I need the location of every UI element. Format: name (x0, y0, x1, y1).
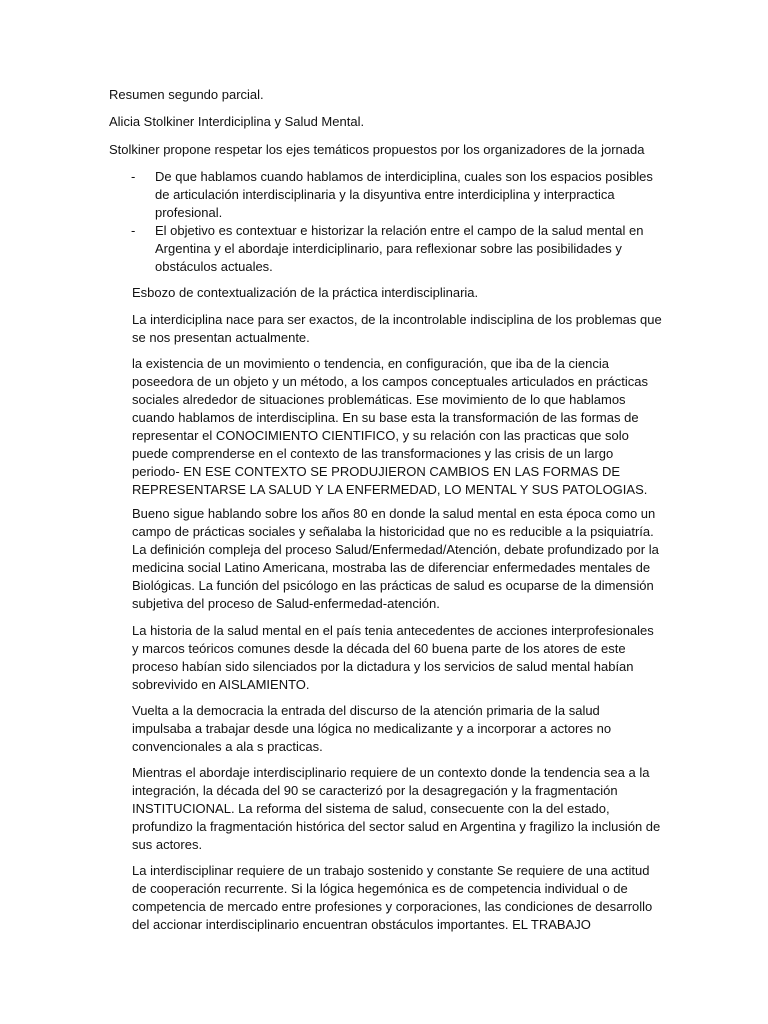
bullet-item (109, 168, 669, 222)
bullet-text: De que hablamos cuando hablamos de interdiciplina, cuales son los espacios posibles de articulación interdisciplinaria y la disyuntiva entre interdiciplina y interpractica profesional. (155, 169, 653, 220)
paragraph: la existencia de un movimiento o tendencia, en configuración, que iba de la ciencia poseedora de un objeto y un método, a los campos conceptuales articulados en prácticas sociales alrededor de situaciones problemáticas. Ese movimiento de lo que hablamos cuando hablamos de interdisciplina. En su base esta la transformación de las formas de representar el CONOCIMIENTO CIENTIFICO, y su relación con las practicas que solo puede comprenderse en el contexto de las transformaciones y las crisis de un largo periodo- EN ESE CONTEXTO SE PRODUJIERON CAMBIOS EN LAS FORMAS DE REPRESENTARSE LA SALUD Y LA ENFERMEDAD, LO MENTAL Y SUS PATOLOGIAS. (132, 356, 648, 497)
paragraph: La historia de la salud mental en el país tenia antecedentes de acciones interprofesionales y marcos teóricos comunes desde la década del 60 buena parte de los atores de este proceso habían sido silenciados por la dictadura y los servicios de salud mental habían sobrevivido en AISLAMIENTO. (132, 623, 654, 692)
bullet-dash: - (131, 169, 136, 184)
bullet-dash: - (131, 223, 136, 238)
document-title: Resumen segundo parcial. (109, 87, 264, 102)
author-line: Alicia Stolkiner Interdiciplina y Salud Mental. (109, 114, 365, 129)
section-heading: Esbozo de contextualización de la práctica interdisciplinaria. (132, 285, 479, 300)
paragraph: Vuelta a la democracia la entrada del discurso de la atención primaria de la salud impulsaba a trabajar desde una lógica no medicalizante y a incorporar a actores no convencionales a ala s practicas. (132, 703, 612, 754)
paragraph: La interdiciplina nace para ser exactos, de la incontrolable indisciplina de los problemas que se nos presentan actualmente. (132, 312, 662, 345)
paragraph: La interdisciplinar requiere de un trabajo sostenido y constante Se requiere de una actitud de cooperación recurrente. Si la lógica hegemónica es de competencia individual o de competencia de mercado entre profesiones y corporaciones, las condiciones de desarrollo del accionar interdisciplinario encuentran obstáculos importantes. EL TRABAJO (132, 863, 653, 932)
paragraph: Bueno sigue hablando sobre los años 80 en donde la salud mental en esta época como un campo de prácticas sociales y señalaba la historicidad que no es reducible a la psiquiatría. La definición compleja del proceso Salud/Enfermedad/Atención, debate profundizado por la medicina social Latino Americana, mostraba las de diferenciar enfermedades mentales de Biológicas. La función del psicólogo en las prácticas de salud es ocuparse de la dimensión subjetiva del proceso de Salud-enfermedad-atención. (132, 506, 659, 611)
bullet-list (109, 168, 669, 276)
bullet-item (109, 222, 669, 276)
paragraph: Mientras el abordaje interdisciplinario requiere de un contexto donde la tendencia sea a la integración, la década del 90 se caracterizó por la desagregación y la fragmentación INSTITUCIONAL. La reforma del sistema de salud, consecuente con la del estado, profundizo la fragmentación histórica del sector salud en Argentina y fragilizo la inclusión de sus actores. (132, 765, 661, 852)
bullet-text: El objetivo es contextuar e historizar la relación entre el campo de la salud mental en Argentina y el abordaje interdiciplinario, para reflexionar sobre las posibilidades y obstáculos actuales. (155, 223, 644, 274)
intro-text: Stolkiner propone respetar los ejes temáticos propuestos por los organizadores de la jornada (109, 142, 645, 157)
